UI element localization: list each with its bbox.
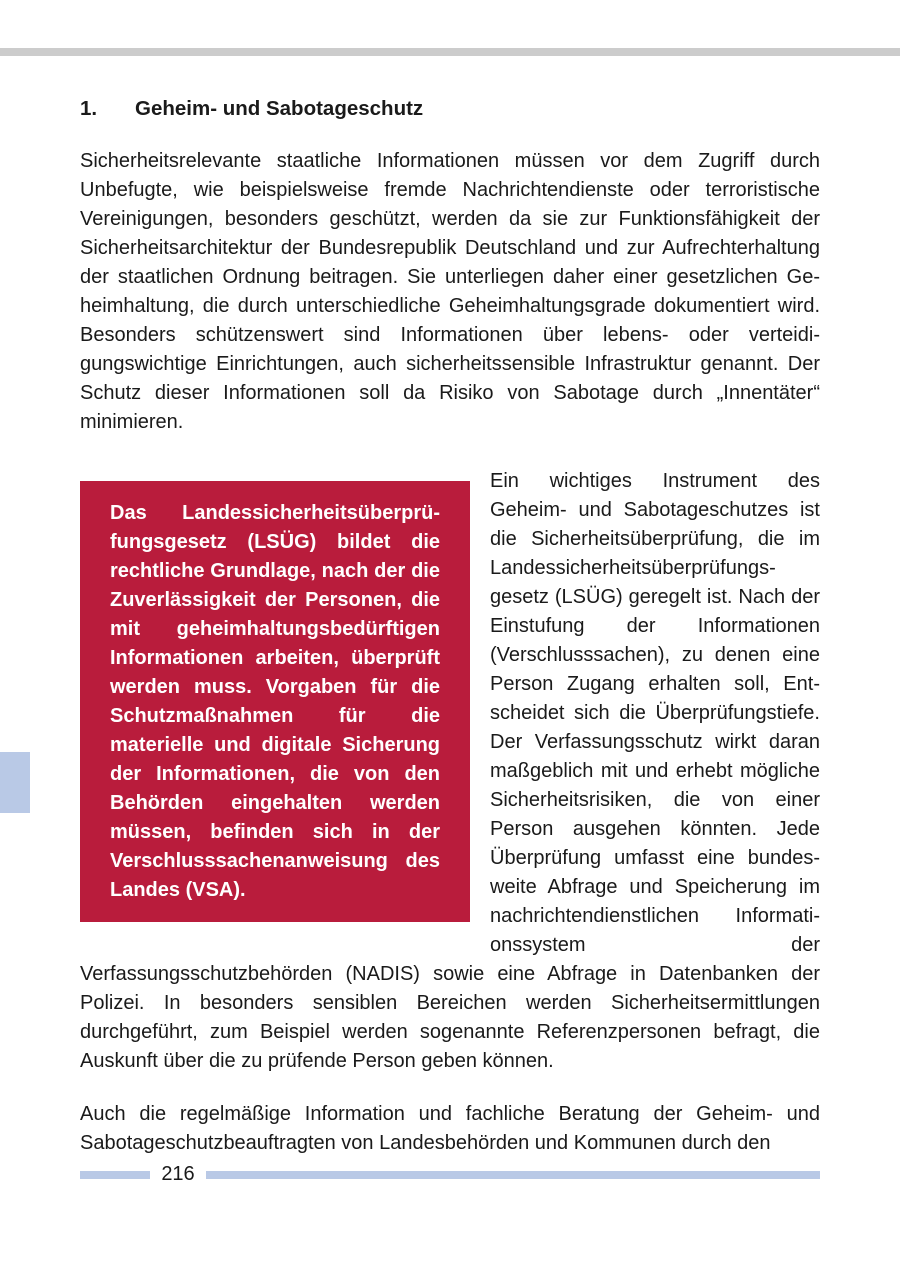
page-content <box>80 94 820 1158</box>
footer-bar-right <box>206 1171 820 1179</box>
intro-paragraph: Sicherheitsrelevante staatliche Informationen müssen vor dem Zugriff durch Unbefugte, wie beispielsweise fremde Nachrichtendienste oder terroristische Vereinigungen, besonders geschützt, werden da sie zur Funktionsfähigkeit der Sicherheitsarchitektur der Bundesrepublik Deutschland und zur Aufrechterhaltung der staatlichen Ordnung beitragen. Sie unterliegen daher einer gesetzlichen Geheimhaltung, die durch unterschiedliche Geheimhaltungsgrade dokumentiert wird. Besonders schützenswert sind Informationen über lebens- oder verteidigungswichtige Einrichtungen, auch sicherheitssensible Infrastruktur genannt. Der Schutz dieser Informationen soll da Risiko von Sabotage durch „Innentäter“ minimieren. <box>80 150 820 433</box>
top-rule <box>0 48 900 56</box>
footer-bar-left <box>80 1171 150 1179</box>
page-number: 216 <box>161 1163 195 1185</box>
section-heading <box>80 94 820 124</box>
section-title: Geheim- und Sabotageschutz <box>135 97 424 120</box>
chapter-side-tab <box>0 752 30 813</box>
page-footer <box>80 1160 820 1188</box>
advisory-paragraph: Auch die regelmäßige Information und fachliche Beratung der Geheim- und Sabotageschutzbeauftragten von Landesbehörden und Kommunen durch den <box>80 1103 820 1154</box>
section-number: 1. <box>80 97 98 120</box>
security-check-paragraph: Ein wichtiges Instrument des Geheim- und Sabotageschutzes ist die Sicherheitsüberprüfung, die im Landessicherheitsüberprüfungsgesetz (LSÜG) geregelt ist. Nach der Einstufung der Informationen (Verschlusssachen), zu denen eine Person Zugang erhalten soll, Entscheidet sich die Überprüfungstiefe. Der Verfassungsschutz wirkt daran maßgeblich mit und erhebt mögliche Sicherheitsrisiken, die von einer Person ausgehen könnten. Jede Überprüfung umfasst eine bundesweite Abfrage und Speicherung im nachrichtendienstlichen Informationssystem der Verfassungsschutzbehörden (NADIS) sowie eine Abfrage in Datenbanken der Polizei. In besonders sensiblen Bereichen werden Sicherheitsermittlungen durchgeführt, zum Beispiel werden sogenannte Referenzpersonen befragt, die Auskunft über die zu prüfende Person geben können. <box>80 470 820 1072</box>
callout-box: Das Landessicherheitsüberprüfungsgesetz (LSÜG) bildet die rechtliche Grundlage, nach der die Zuverlässigkeit der Personen, die mit geheimhaltungsbedürftigen Informationen arbeiten, überprüft werden muss. Vorgaben für die Schutzmaßnahmen für die materielle und digitale Sicherung der Informationen, die von den Behörden eingehalten werden müssen, befinden sich in der Verschlusssachenanweisung des Landes (VSA). <box>80 481 470 922</box>
